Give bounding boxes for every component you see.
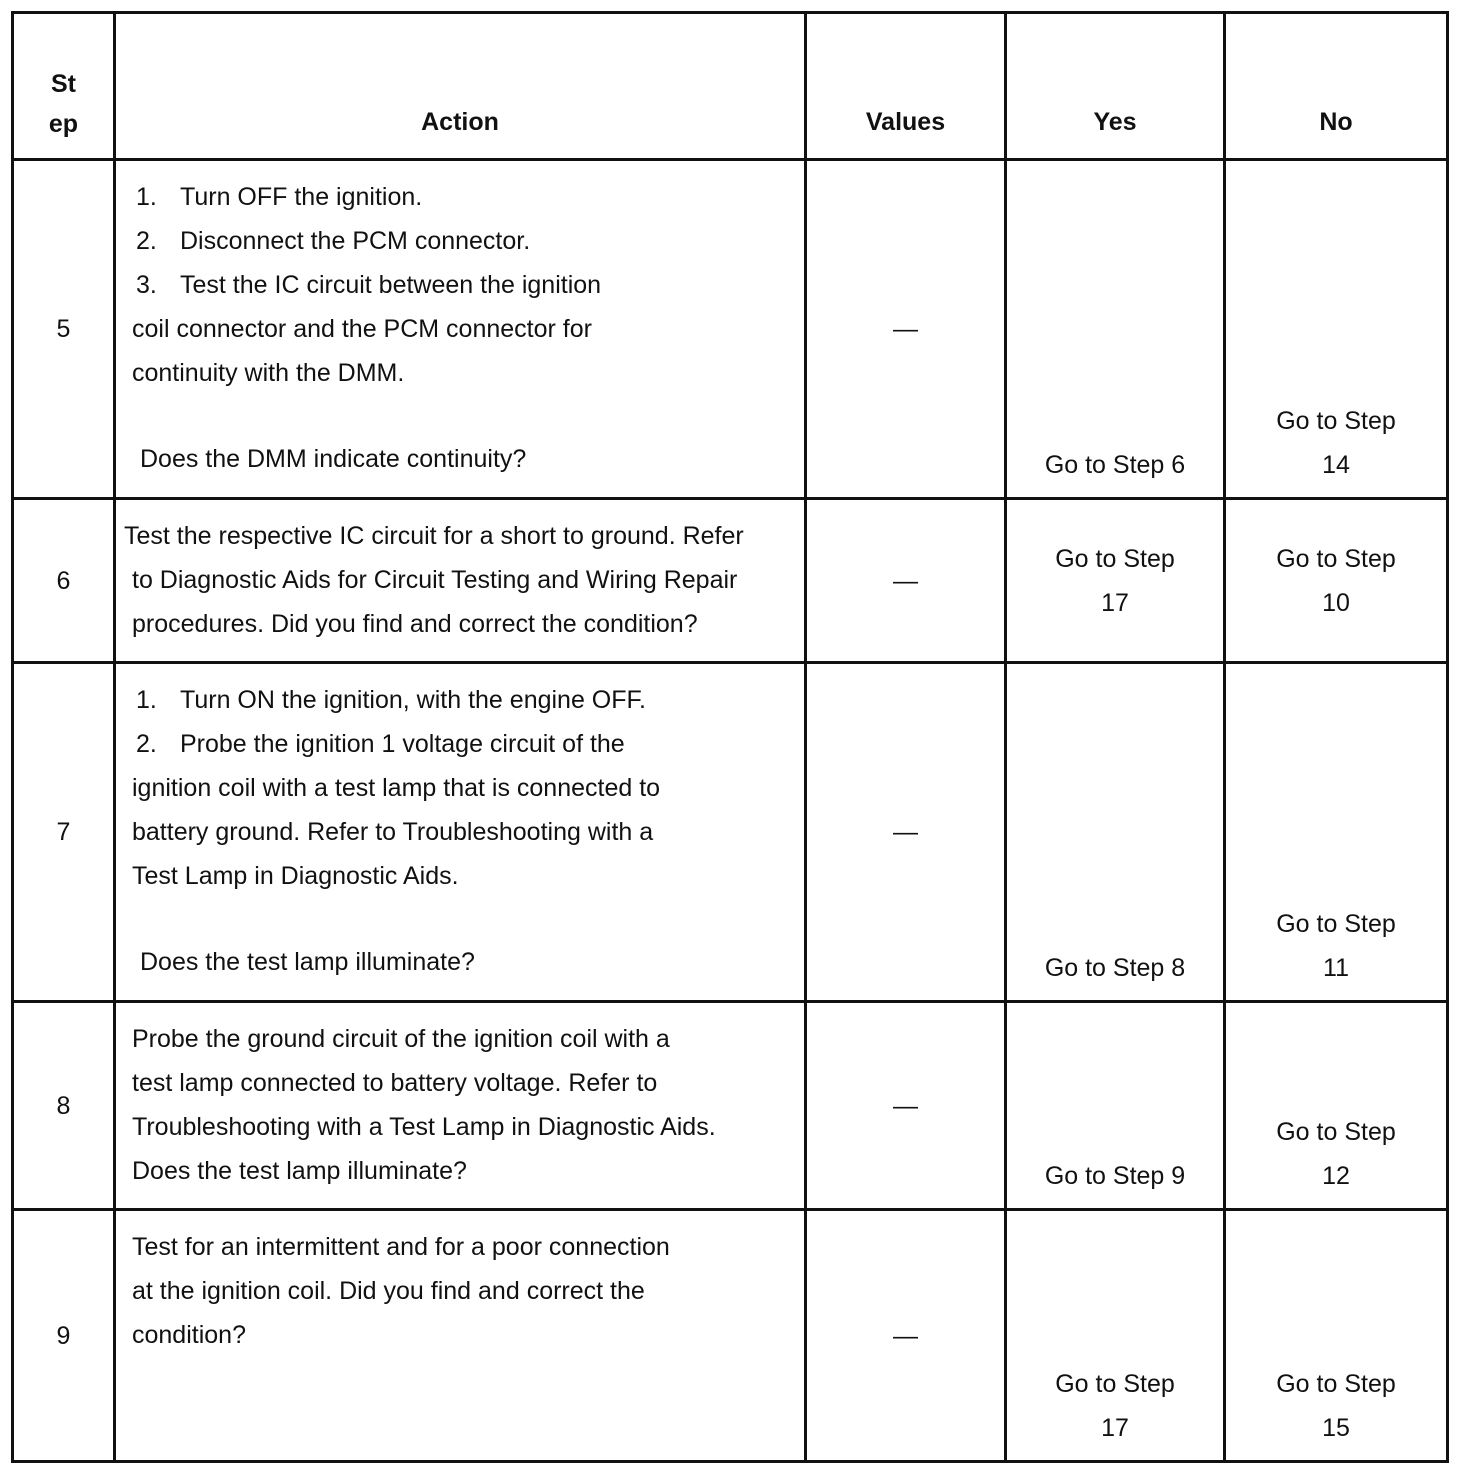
list-item: 1. Turn ON the ignition, with the engine OFF. [136,686,646,714]
header-step [13,13,115,160]
header-row [13,13,1448,160]
action-cell [115,160,806,499]
list-item: 2. Probe the ignition 1 voltage circuit of the [136,730,625,758]
yes-cell: Go to Step 6 [1006,160,1225,499]
list-item: 1. Turn OFF the ignition. [136,183,423,211]
values-cell: — [806,160,1006,499]
header-step-line2: ep [48,110,79,138]
action-cell [115,663,806,1002]
action-line: Does the test lamp illuminate? [132,1157,467,1185]
step-number: 6 [13,499,115,663]
diagnostic-table [11,11,1449,1463]
no-cell: Go to Step 14 [1225,160,1448,499]
header-values: Values [806,13,1006,160]
values-cell: — [806,1002,1006,1210]
yes-cell: Go to Step 17 [1006,499,1225,663]
step-number: 8 [13,1002,115,1210]
table-row [13,499,1448,663]
table-row [13,1210,1448,1462]
yes-cell: Go to Step 8 [1006,663,1225,1002]
action-cell [115,1002,806,1210]
action-line: continuity with the DMM. [132,359,405,387]
header-action: Action [115,13,806,160]
step-number: 7 [13,663,115,1002]
no-cell: Go to Step 11 [1225,663,1448,1002]
action-line: coil connector and the PCM connector for [132,315,592,343]
action-line: Test for an intermittent and for a poor connection [132,1233,670,1261]
list-item: 2. Disconnect the PCM connector. [136,227,531,255]
values-cell: — [806,499,1006,663]
list-item: 3. Test the IC circuit between the ignition [136,271,602,299]
no-cell: Go to Step 12 [1225,1002,1448,1210]
action-line: Troubleshooting with a Test Lamp in Diagnostic Aids. [132,1113,716,1141]
yes-cell: Go to Step 9 [1006,1002,1225,1210]
action-line: at the ignition coil. Did you find and correct the [132,1277,645,1305]
header-step-line1: St [51,70,76,98]
values-cell: — [806,663,1006,1002]
action-cell [115,1210,806,1462]
step-number: 9 [13,1210,115,1462]
action-line: Test Lamp in Diagnostic Aids. [132,862,459,890]
table-row [13,1002,1448,1210]
action-line: condition? [132,1321,246,1349]
table-row [13,663,1448,1002]
no-cell: Go to Step 10 [1225,499,1448,663]
table-row [13,160,1448,499]
action-line: battery ground. Refer to Troubleshooting with a [132,818,654,846]
header-no: No [1225,13,1448,160]
step-number: 5 [13,160,115,499]
action-line: ignition coil with a test lamp that is connected to [132,774,661,802]
action-line: procedures. Did you find and correct the condition? [132,610,698,638]
action-line: Test the respective IC circuit for a short to ground. Refer [124,522,744,550]
no-cell: Go to Step 15 [1225,1210,1448,1462]
values-cell: — [806,1210,1006,1462]
action-line: to Diagnostic Aids for Circuit Testing and Wiring Repair [132,566,738,594]
action-line: Probe the ground circuit of the ignition coil with a [132,1025,670,1053]
action-line: test lamp connected to battery voltage. Refer to [132,1069,658,1097]
action-question: Does the DMM indicate continuity? [140,445,527,473]
yes-cell: Go to Step 17 [1006,1210,1225,1462]
action-question: Does the test lamp illuminate? [140,948,475,976]
action-cell [115,499,806,663]
header-yes: Yes [1006,13,1225,160]
